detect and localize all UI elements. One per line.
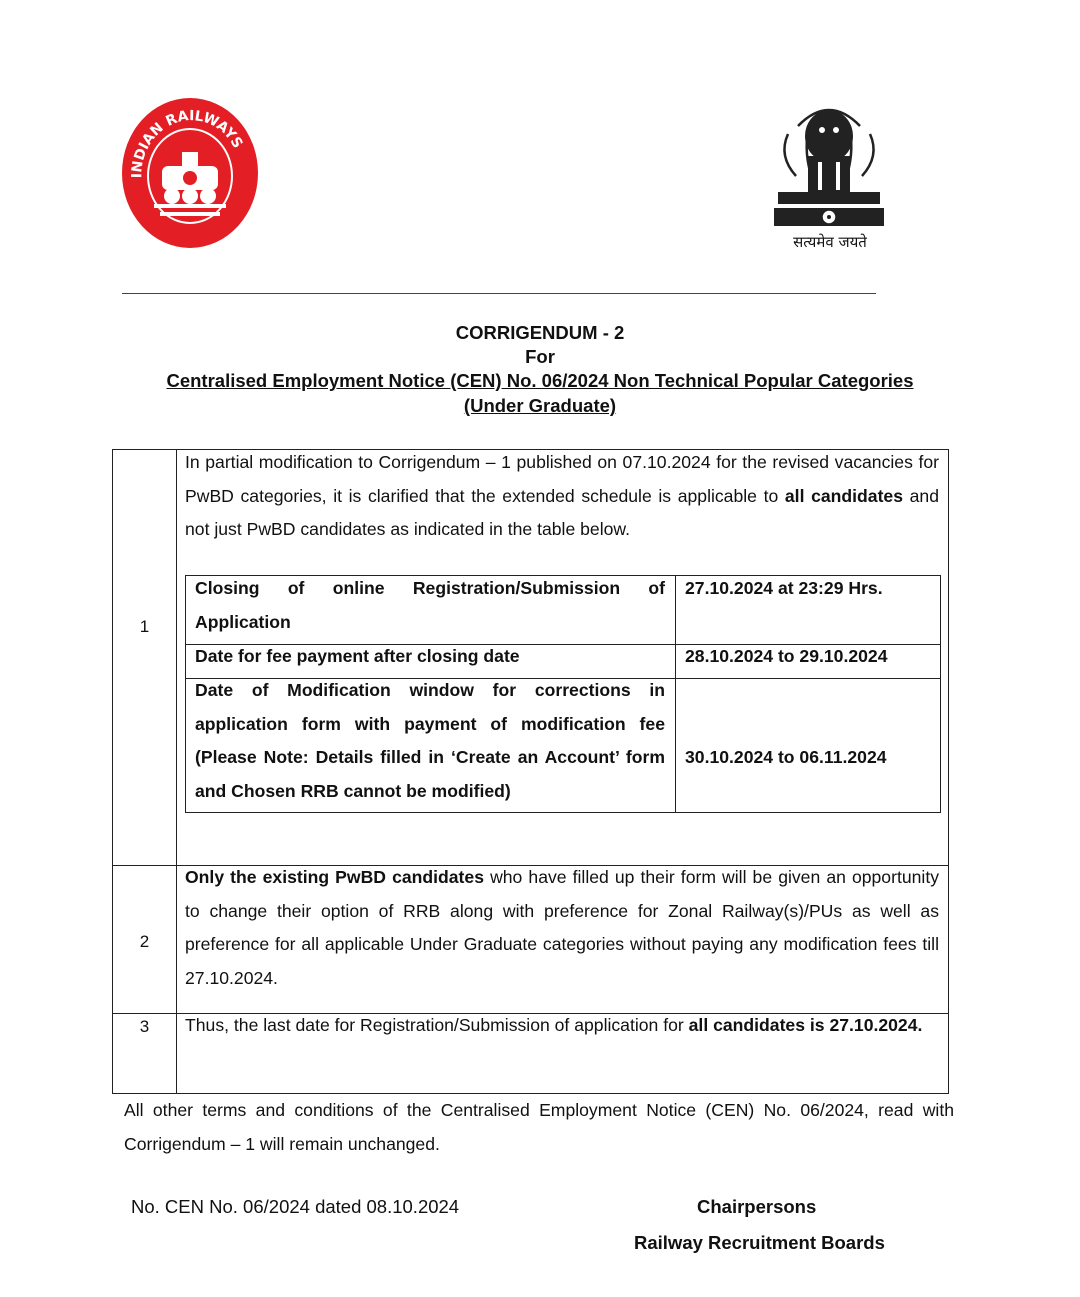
row-text: Only the existing PwBD candidates who have filled up their form will be given an opportunity to change their option of RRB along with preference for Zonal Railway(s)/PUs as well as preference for all applicable Under Graduate categories without paying any modification fees till 27.10.2024. (185, 867, 940, 988)
document-title-for: For (525, 346, 555, 367)
document-subject-sub: (Under Graduate) (463, 395, 617, 416)
signatory-title: Chairpersons (697, 1196, 817, 1217)
table-row (113, 1013, 948, 1093)
row-text: Thus, the last date for Registration/Submission of application for all candidates is 27.10.2024. (185, 1015, 923, 1035)
reference-number: No. CEN No. 06/2024 dated 08.10.2024 (131, 1196, 460, 1217)
schedule-value: 27.10.2024 at 23:29 Hrs. (685, 578, 883, 598)
document-subject: Centralised Employment Notice (CEN) No. 06/2024 Non Technical Popular Categories (166, 370, 914, 391)
row-number: 3 (139, 1017, 150, 1036)
row-text: In partial modification to Corrigendum – 1 published on 07.10.2024 for the revised vacancies for PwBD categories, it is clarified that the extended schedule is applicable to all candidates and not just PwBD candidates as indicated in the table below. (185, 452, 939, 539)
row-number: 2 (139, 932, 150, 951)
schedule-label: Date of Modification window for corrections in application form with payment of modification fee (Please Note: Details filled in ‘Create an Account’ form and Chosen RRB cannot be modified) (195, 680, 665, 801)
schedule-value: 30.10.2024 to 06.11.2024 (685, 747, 887, 767)
table-row (113, 865, 948, 1013)
national-emblem (768, 96, 890, 228)
header-divider (122, 293, 876, 294)
ir-logo-text: INDIAN RAILWAYS (129, 108, 246, 179)
schedule-label: Date for fee payment after closing date (195, 646, 520, 666)
schedule-table (185, 575, 941, 813)
document-title: CORRIGENDUM - 2 (455, 322, 625, 343)
closing-note: All other terms and conditions of the Centralised Employment Notice (CEN) No. 06/2024, read with Corrigendum – 1 will remain unchanged. (124, 1100, 954, 1154)
row-number: 1 (139, 617, 150, 636)
emblem-motto: सत्यमेव जयते (793, 233, 867, 251)
indian-railways-logo (120, 96, 260, 250)
schedule-label: Closing of online Registration/Submission of Application (195, 578, 665, 632)
schedule-value: 28.10.2024 to 29.10.2024 (685, 646, 888, 666)
signatory-organization: Railway Recruitment Boards (634, 1232, 885, 1253)
